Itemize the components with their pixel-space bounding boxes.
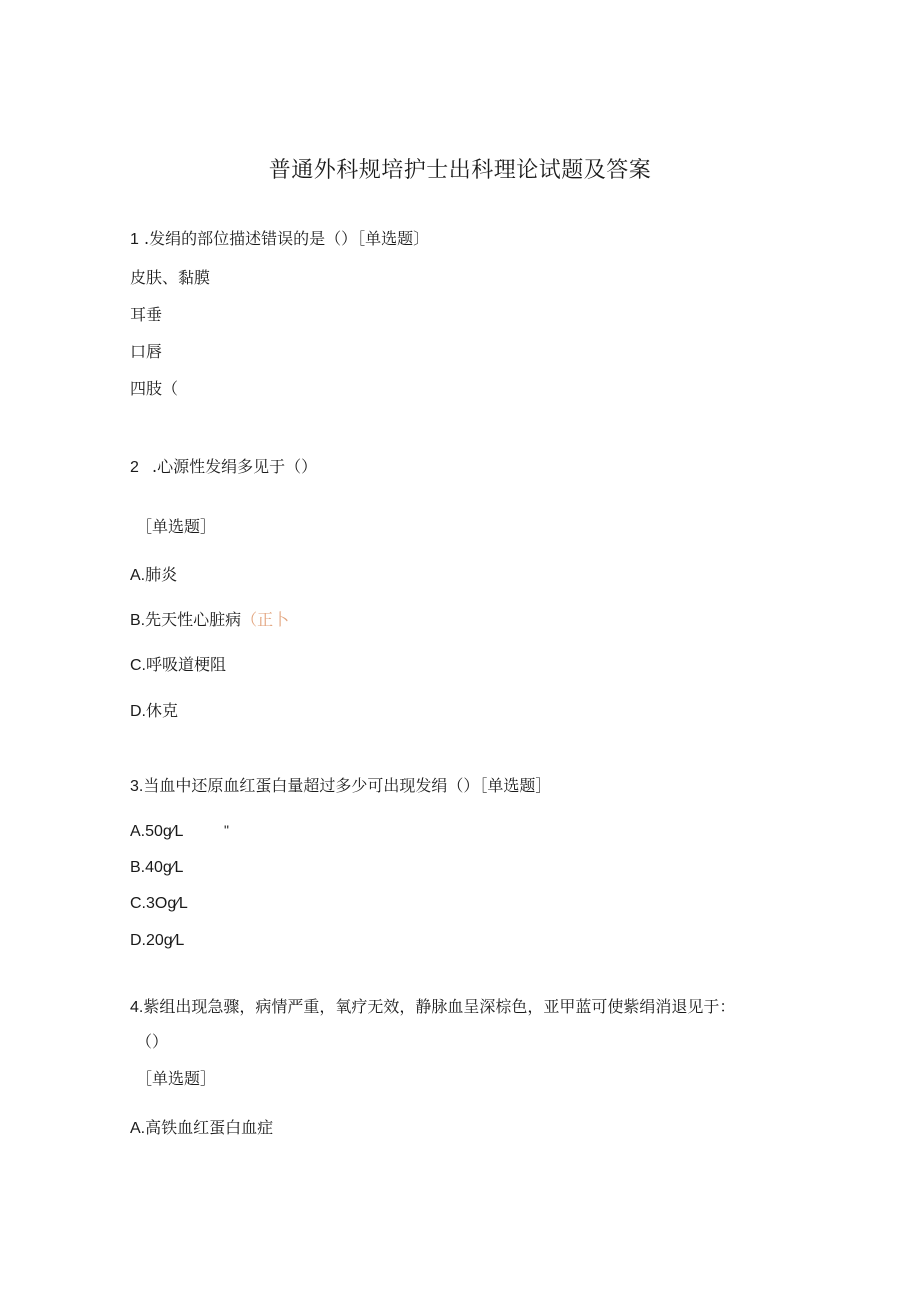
question-4-stem-continuation: （） [136, 1032, 169, 1051]
option-text: 休克 [146, 701, 179, 720]
option-letter: C. [130, 657, 146, 674]
question-3-option-c: C.3Og∕L [130, 895, 188, 912]
correct-answer-mark: （正卜 [241, 610, 290, 629]
question-1-option-c: 口唇 [130, 342, 163, 361]
question-2-number: 2 [130, 459, 139, 476]
option-letter: B. [130, 612, 146, 629]
page-title: 普通外科规培护士出科理论试题及答案 [268, 158, 652, 183]
question-3-stem [130, 776, 551, 797]
question-2-stem [130, 457, 317, 478]
option-letter: A. [130, 1120, 146, 1137]
question-1-stem [130, 229, 429, 250]
question-1-option-a: 皮肤、黏膜 [130, 268, 211, 287]
option-text: 高铁血红蛋白血症 [145, 1118, 274, 1137]
question-2-option-b [130, 610, 289, 631]
question-2-text: .心源性发绢多见于（） [152, 457, 318, 476]
question-4-number: 4. [130, 999, 144, 1016]
question-3-option-b: B.40g∕L [130, 859, 184, 876]
question-2-type: ［单选题］ [136, 517, 217, 536]
question-1-number: 1 [130, 231, 139, 248]
question-2-option-c [130, 655, 226, 676]
option-letter: D. [130, 703, 146, 720]
option-text: 呼吸道梗阻 [146, 655, 227, 674]
question-3-option-a: A.50g∕L [130, 823, 184, 840]
option-text: 先天性心脏病 [145, 610, 242, 629]
question-3-number: 3. [130, 778, 144, 795]
question-3-option-d: D.20g∕L [130, 932, 185, 949]
question-4-type: ［单选题］ [136, 1069, 217, 1088]
question-2-option-a [130, 565, 177, 586]
question-4-stem [130, 997, 735, 1018]
option-text: 肺炎 [145, 565, 178, 584]
question-4-option-a [130, 1118, 273, 1139]
question-1-option-b: 耳垂 [130, 305, 163, 324]
question-4-text: 紫组出现急骤，病情严重，氧疗无效，静脉血呈深棕色，亚甲蓝可使紫绢消退见于： [143, 997, 736, 1016]
question-2-option-d [130, 701, 178, 722]
stray-mark: " [224, 822, 229, 838]
question-1-option-d: 四肢（ [130, 379, 179, 398]
question-1-text: .发绢的部位描述错误的是（）［单选题〕 [144, 229, 430, 248]
option-letter: A. [130, 567, 146, 584]
question-3-text: 当血中还原血红蛋白量超过多少可出现发绢（）［单选题］ [143, 776, 552, 795]
